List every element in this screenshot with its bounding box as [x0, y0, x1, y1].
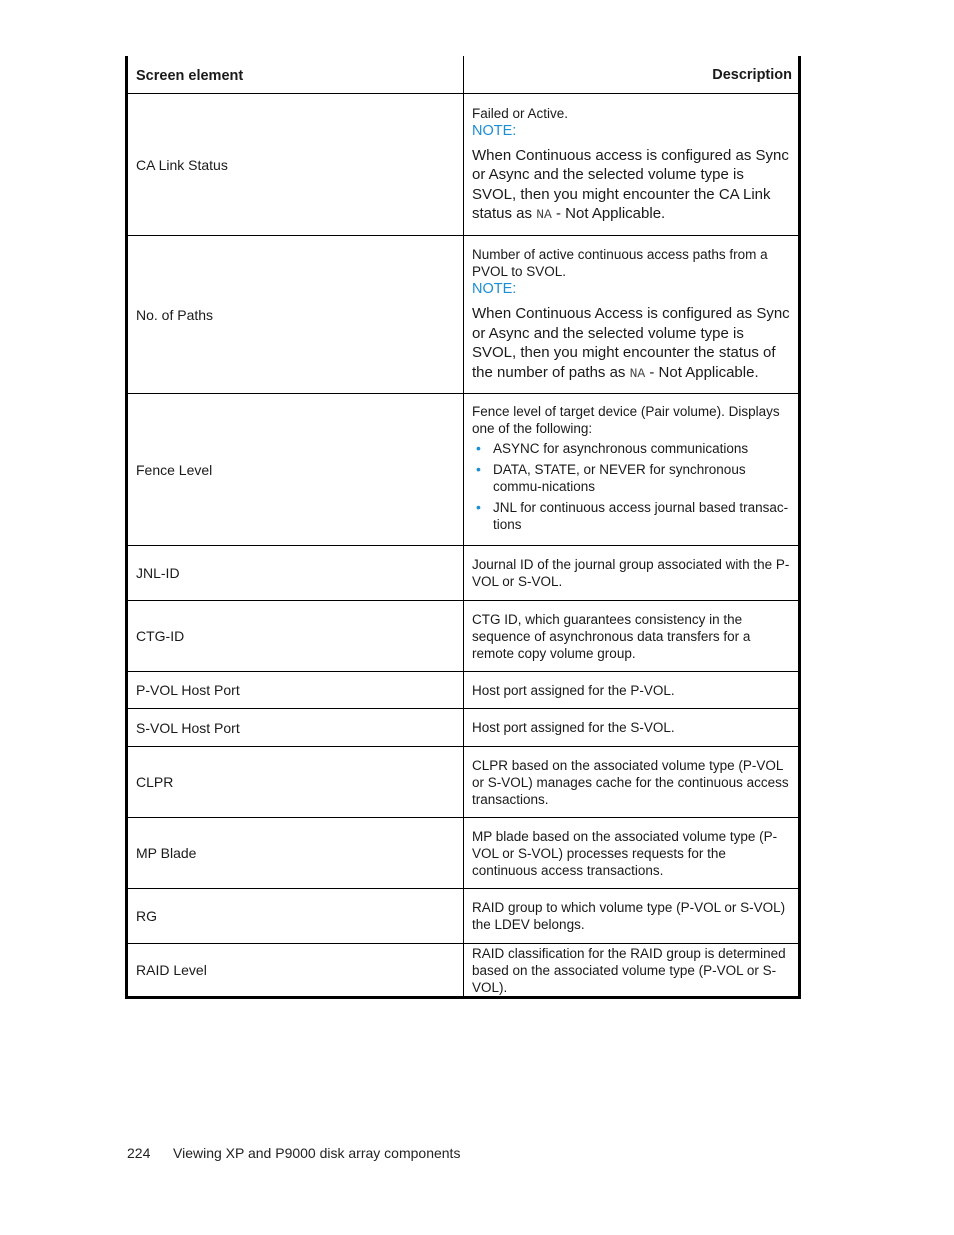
row-element: S-VOL Host Port — [128, 709, 464, 746]
row-description: CLPR based on the associated volume type (P-VOL or S-VOL) manages cache for the continuous access transactions. — [472, 757, 789, 807]
table-row — [128, 600, 798, 671]
table-row — [128, 545, 798, 600]
note-text-pre: When Continuous Access is configured as Sync or Async and the selected volume type is SVOL, then you might encounter the status of the number of paths as — [472, 305, 790, 381]
row-element: CTG-ID — [128, 601, 464, 671]
description-text: Number of active continuous access paths from a PVOL to SVOL. — [472, 247, 768, 279]
row-description: Host port assigned for the S-VOL. — [472, 720, 675, 735]
table-row — [128, 708, 798, 746]
note-text-post: - Not Applicable. — [551, 205, 666, 222]
row-description: MP blade based on the associated volume type (P-VOL or S-VOL) processes requests for the continuous access transactions. — [472, 828, 778, 878]
table-row — [128, 93, 798, 235]
note-text — [472, 146, 792, 225]
row-description: RAID classification for the RAID group is determined based on the associated volume type (P-VOL or S-VOL). — [472, 945, 786, 995]
bullet-icon: • — [476, 439, 481, 456]
row-element: P-VOL Host Port — [128, 672, 464, 708]
section-title: Viewing XP and P9000 disk array components — [173, 1145, 461, 1161]
row-description — [464, 394, 798, 545]
row-element: CA Link Status — [128, 94, 464, 235]
table-row — [128, 817, 798, 888]
row-element: JNL-ID — [128, 546, 464, 600]
page-number: 224 — [127, 1145, 151, 1161]
table-row — [128, 235, 798, 393]
list-item: • DATA, STATE, or NEVER for synchronous commu-nications — [476, 460, 746, 494]
screen-element-table — [125, 56, 801, 999]
table-row — [128, 393, 798, 545]
list-item: • ASYNC for asynchronous communications — [476, 439, 749, 456]
table-row — [128, 888, 798, 943]
note-text — [472, 304, 792, 383]
note-text-pre: When Continuous access is configured as Sync or Async and the selected volume type is SVOL, then you might encounter the CA Link status as — [472, 146, 789, 222]
page-footer — [127, 1145, 460, 1161]
note-text-post: - Not Applicable. — [645, 363, 759, 381]
bullet-icon: • — [476, 460, 481, 477]
table-header-row — [128, 56, 798, 93]
row-element: RAID Level — [128, 944, 464, 996]
note-label: NOTE: — [472, 281, 517, 297]
list-item: • JNL for continuous access journal based transac-tions — [476, 498, 789, 532]
row-description — [464, 236, 798, 393]
table-row — [128, 943, 798, 996]
row-element: MP Blade — [128, 818, 464, 888]
na-code: NA — [536, 207, 552, 222]
header-screen-element: Screen element — [128, 56, 464, 93]
row-element: Fence Level — [128, 394, 464, 545]
row-description: Journal ID of the journal group associated with the P-VOL or S-VOL. — [472, 557, 790, 589]
row-element: CLPR — [128, 747, 464, 817]
na-code: NA — [629, 365, 646, 381]
row-description — [464, 94, 798, 235]
row-description: RAID group to which volume type (P-VOL or S-VOL) the LDEV belongs. — [472, 900, 786, 932]
note-label: NOTE: — [472, 122, 517, 139]
table-row — [128, 746, 798, 817]
description-text: Failed or Active. — [472, 105, 569, 121]
row-description: CTG ID, which guarantees consistency in the sequence of asynchronous data transfers for a remote copy volume group. — [472, 611, 751, 661]
fence-level-options — [472, 440, 792, 537]
description-text: Fence level of target device (Pair volume). Displays one of the following: — [472, 403, 780, 436]
header-description: Description — [712, 67, 792, 83]
row-description: Host port assigned for the P-VOL. — [472, 682, 675, 698]
bullet-icon: • — [476, 498, 481, 515]
table-row — [128, 671, 798, 708]
row-element: RG — [128, 889, 464, 943]
row-element: No. of Paths — [128, 236, 464, 393]
